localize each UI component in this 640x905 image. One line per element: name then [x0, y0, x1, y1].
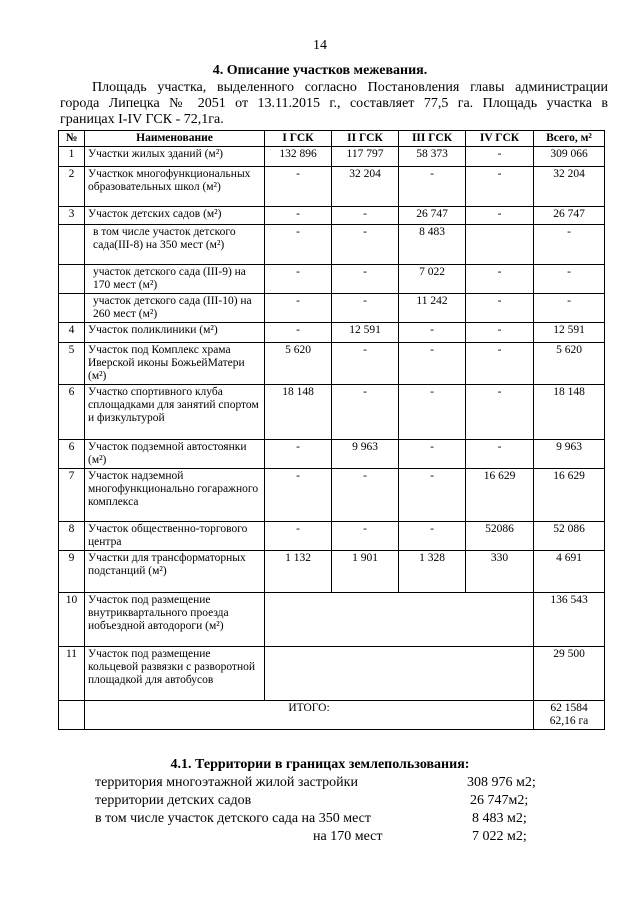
merged-empty-cell [265, 593, 534, 647]
row-total: 309 066 [534, 147, 605, 167]
header-gsk4: IV ГСК [466, 131, 534, 147]
row-total: - [534, 265, 605, 294]
row-number: 2 [59, 167, 85, 207]
table-row [59, 469, 605, 522]
row-name: Участки для трансформаторных подстанций (м²) [85, 551, 265, 593]
header-gsk1: I ГСК [265, 131, 332, 147]
row-total: - [534, 294, 605, 323]
territory-label: в том числе участок детского сада на 350 мест [95, 811, 372, 826]
row-name: Участок надземной многофункционально гогаражного комплекса [85, 469, 265, 522]
row-total: 136 543 [534, 593, 605, 647]
header-num: № [59, 131, 85, 147]
section-title: 4. Описание участков межевания. [212, 63, 428, 78]
cell-gsk3: 58 373 [399, 147, 466, 167]
row-number: 4 [59, 323, 85, 343]
row-name: участок детского сада (III-10) на 260 мест (м²) [85, 294, 265, 323]
row-total: 29 500 [534, 647, 605, 701]
cell-gsk4: - [466, 323, 534, 343]
table-row [59, 343, 605, 385]
cell-gsk2: 12 591 [332, 323, 399, 343]
cell-gsk2: 117 797 [332, 147, 399, 167]
row-number: 11 [59, 647, 85, 701]
cell-gsk3: - [399, 343, 466, 385]
cell-gsk3: 7 022 [399, 265, 466, 294]
row-total: 32 204 [534, 167, 605, 207]
cell-gsk1: - [265, 440, 332, 469]
cell-gsk3: 8 483 [399, 225, 466, 265]
total-value-m2: 62 1584 [550, 702, 588, 714]
cell-gsk1: 1 132 [265, 551, 332, 593]
cell-gsk3: 1 328 [399, 551, 466, 593]
row-total: 26 747 [534, 207, 605, 225]
cell-gsk2: - [332, 207, 399, 225]
row-number [59, 294, 85, 323]
table-row [59, 522, 605, 551]
intro-paragraph [60, 80, 608, 128]
row-total: 4 691 [534, 551, 605, 593]
header-gsk3: III ГСК [399, 131, 466, 147]
row-number: 10 [59, 593, 85, 647]
row-name: Участок подземной автостоянки (м²) [85, 440, 265, 469]
cell-gsk4: - [466, 440, 534, 469]
row-name: Участок детских садов (м²) [85, 207, 265, 225]
row-name: Участок под размещение внутриквартального проезда иобъездной автодороги (м²) [85, 593, 265, 647]
total-label: ИТОГО: [85, 701, 534, 730]
cell-gsk2: - [332, 294, 399, 323]
cell-gsk1: - [265, 167, 332, 207]
row-name: Участок общественно-торгового центра [85, 522, 265, 551]
territory-label: территория многоэтажной жилой застройки [95, 775, 358, 790]
row-number [59, 265, 85, 294]
cell-gsk1: - [265, 522, 332, 551]
cell-gsk2: 1 901 [332, 551, 399, 593]
cell-gsk2: - [332, 469, 399, 522]
row-name: Участок поликлиники (м²) [85, 323, 265, 343]
cell-gsk2: - [332, 385, 399, 440]
cell-gsk2: - [332, 522, 399, 551]
cell-gsk4: - [466, 207, 534, 225]
table-row [59, 265, 605, 294]
table-row [59, 207, 605, 225]
intro-line-2: города Липецка № 2051 от 13.11.2015 г., составляет 77,5 га. Площадь участка в [60, 96, 608, 111]
cell-gsk3: 11 242 [399, 294, 466, 323]
row-number: 9 [59, 551, 85, 593]
row-number: 1 [59, 147, 85, 167]
table-row [59, 323, 605, 343]
cell-gsk4: - [466, 385, 534, 440]
row-number: 6 [59, 440, 85, 469]
cell-gsk3: 26 747 [399, 207, 466, 225]
cell-gsk4 [466, 225, 534, 265]
row-name: Участко спортивного клуба сплощадками для занятий спортом и физкультурой [85, 385, 265, 440]
cell-gsk3: - [399, 469, 466, 522]
cell-gsk2: - [332, 343, 399, 385]
cell-gsk1: 18 148 [265, 385, 332, 440]
total-value-ha: 62,16 га [549, 715, 589, 727]
table-row [59, 147, 605, 167]
cell-gsk4: - [466, 167, 534, 207]
cell-gsk1: 132 896 [265, 147, 332, 167]
row-name: Участок под Комплекс храма Иверской иконы БожьейМатери (м²) [85, 343, 265, 385]
cell-gsk1: - [265, 469, 332, 522]
merged-empty-cell [265, 647, 534, 701]
cell-gsk1: - [265, 225, 332, 265]
header-total: Всего, м² [534, 131, 605, 147]
cell-gsk4: - [466, 265, 534, 294]
row-total: 16 629 [534, 469, 605, 522]
table-row [59, 593, 605, 647]
header-name: Наименование [85, 131, 265, 147]
intro-line-1: Площадь участка, выделенного согласно Постановления главы администрации [92, 80, 608, 95]
territory-value: 8 483 м2; [472, 811, 527, 826]
cell-gsk3: - [399, 323, 466, 343]
row-name: Участок под размещение кольцевой развязки с разворотной площадкой для автобусов [85, 647, 265, 701]
table-header-row [59, 131, 605, 147]
row-name: участок детского сада (III-9) на 170 мест (м²) [85, 265, 265, 294]
territory-label: территории детских садов [95, 793, 252, 808]
subsection-title: 4.1. Территории в границах землепользования: [170, 757, 470, 772]
table-row [59, 167, 605, 207]
cell-gsk4: 16 629 [466, 469, 534, 522]
cell-gsk1: 5 620 [265, 343, 332, 385]
territory-value: 7 022 м2; [472, 829, 527, 844]
row-number: 3 [59, 207, 85, 225]
row-total: 5 620 [534, 343, 605, 385]
territory-value: 26 747м2; [470, 793, 529, 808]
row-number: 8 [59, 522, 85, 551]
territory-label: на 170 мест [313, 829, 383, 844]
row-number: 5 [59, 343, 85, 385]
cell-gsk1: - [265, 265, 332, 294]
table-total-row [59, 701, 605, 730]
cell-gsk4: 52086 [466, 522, 534, 551]
row-name: Участки жилых зданий (м²) [85, 147, 265, 167]
cell-gsk3: - [399, 440, 466, 469]
row-number: 6 [59, 385, 85, 440]
row-total: 12 591 [534, 323, 605, 343]
cell-gsk3: - [399, 385, 466, 440]
row-name: Участкок многофункциональных образовательных школ (м²) [85, 167, 265, 207]
cell-gsk1: - [265, 207, 332, 225]
cell-gsk4: 330 [466, 551, 534, 593]
cell-gsk1: - [265, 294, 332, 323]
territory-value: 308 976 м2; [467, 775, 536, 790]
row-total: 18 148 [534, 385, 605, 440]
cell-gsk2: - [332, 265, 399, 294]
cell-gsk4: - [466, 343, 534, 385]
row-total: 9 963 [534, 440, 605, 469]
header-gsk2: II ГСК [332, 131, 399, 147]
page-number: 14 [313, 38, 327, 53]
cell-gsk1: - [265, 323, 332, 343]
table-row [59, 294, 605, 323]
row-number: 7 [59, 469, 85, 522]
cell-gsk2: 9 963 [332, 440, 399, 469]
row-name: в том числе участок детского сада(III-8) на 350 мест (м²) [85, 225, 265, 265]
cell-gsk4: - [466, 147, 534, 167]
land-plots-table [58, 130, 605, 730]
total-value [534, 701, 605, 730]
cell-gsk2: - [332, 225, 399, 265]
row-total: - [534, 225, 605, 265]
table-row [59, 551, 605, 593]
row-number [59, 225, 85, 265]
intro-line-3: границах I-IV ГСК - 72,1га. [60, 112, 224, 127]
table-row [59, 385, 605, 440]
cell-gsk2: 32 204 [332, 167, 399, 207]
cell-gsk4: - [466, 294, 534, 323]
table-row [59, 440, 605, 469]
cell-gsk3: - [399, 522, 466, 551]
table-row [59, 225, 605, 265]
empty-cell [59, 701, 85, 730]
cell-gsk3: - [399, 167, 466, 207]
row-total: 52 086 [534, 522, 605, 551]
table-row [59, 647, 605, 701]
